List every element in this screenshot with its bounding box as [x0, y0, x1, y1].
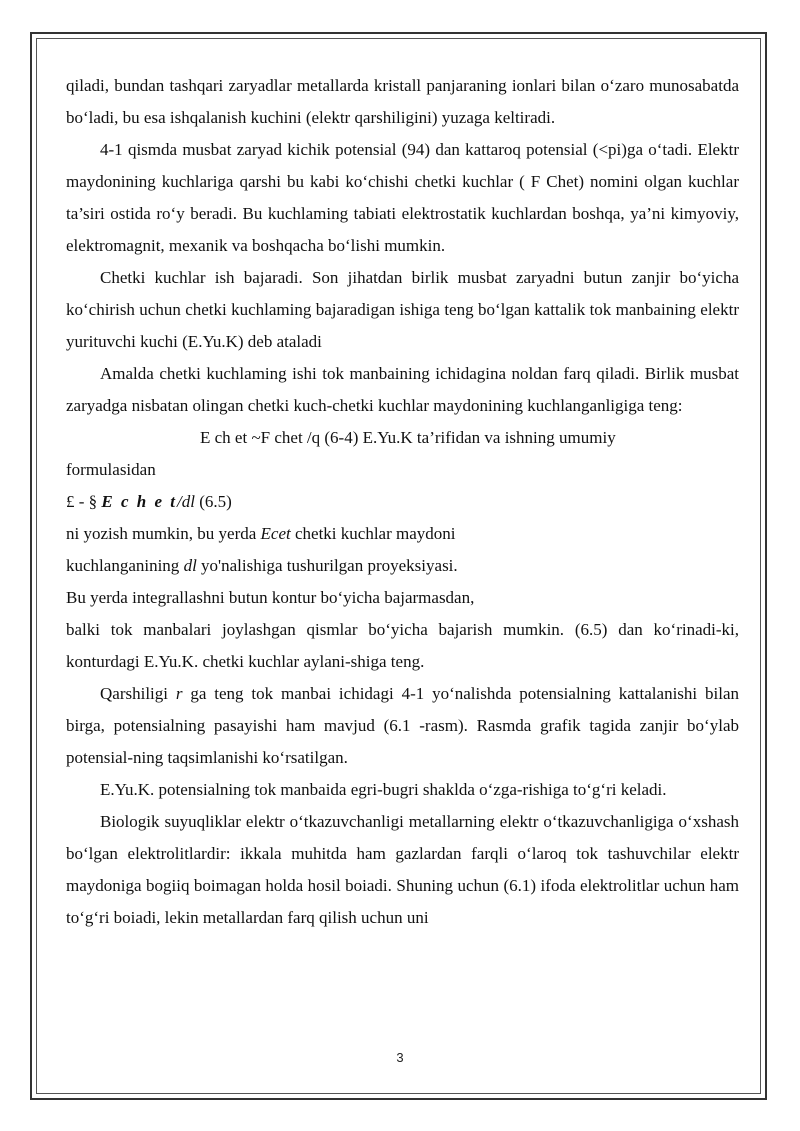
- formula-6-5-number: (6.5): [194, 492, 232, 511]
- paragraph-1: qiladi, bundan tashqari zaryadlar metallarda kristall panjaraning ionlari bilan o‘zaro munosabatda bo‘ladi, bu esa ishqalanish kuchini (elektr qarshiligini) yuzaga keltiradi.: [66, 76, 739, 127]
- formula-6-5-echet: E c h e t: [101, 492, 178, 511]
- paragraph-13: E.Yu.K. potensialning tok manbaida egri-bugri shaklda o‘zga-rishiga to‘g‘ri keladi.: [100, 780, 667, 799]
- paragraph-8-text: ni yozish mumkin, bu yerda: [66, 524, 261, 543]
- formula-line-6-4: E ch et ~F chet /q (6-4) E.Yu.K ta’rifidan va ishning umumiy: [200, 428, 616, 447]
- paragraph-8: [66, 518, 739, 550]
- paragraph-14: Biologik suyuqliklar elektr o‘tkazuvchanligi metallarning elektr o‘tkazuvchanligiga o‘xshash bo‘lgan elektrolitlardir: ikkala muhitda ham gazlardan farqli o‘laroq tok tashuvchilar elektr maydoniga bogiiq boimagan holda hosil boiadi. Shuning uchun (6.1) ifoda elektrolitlar uchun ham to‘g‘ri boiadi, lekin metallardan farq qilish uchun uni: [66, 812, 739, 927]
- paragraph-10: Bu yerda integrallashni butun kontur bo‘yicha bajarmasdan,: [66, 588, 475, 607]
- paragraph-11: balki tok manbalari joylashgan qismlar bo‘yicha bajarish mumkin. (6.5) dan ko‘rinadi-ki, konturdagi E.Yu.K. chetki kuchlar aylani-shiga teng.: [66, 620, 739, 671]
- paragraph-8-tail: chetki kuchlar maydoni: [290, 524, 456, 543]
- paragraph-12-text: Qarshiligi: [100, 684, 176, 703]
- paragraph-8-ecet: Ecet: [260, 524, 291, 543]
- page-number: 3: [396, 1050, 404, 1065]
- paragraph-formulasidan: formulasidan: [66, 460, 156, 479]
- paragraph-12: [66, 678, 739, 774]
- paragraph-3: Chetki kuchlar ish bajaradi. Son jihatdan birlik musbat zaryadni butun zanjir bo‘yicha ko‘chirish uchun chetki kuchlaming bajaradigan ishiga teng bo‘lgan kattalik tok manbaining elektr yurituvchi kuchi (E.Yu.K) deb ataladi: [66, 268, 739, 351]
- document-body: [66, 70, 739, 934]
- formula-6-5-prefix: £ - §: [66, 492, 102, 511]
- paragraph-9-text: kuchlanganining: [66, 556, 184, 575]
- paragraph-2: 4-1 qismda musbat zaryad kichik potensial (94) dan kattaroq potensial (<pi)ga o‘tadi. Elektr maydonining kuchlariga qarshi bu kabi ko‘chishi chetki kuchlar ( F Chet) nomini olgan kuchlar ta’siri ostida ro‘y beradi. Bu kuchlaming tabiati elektrostatik kuchlardan boshqa, ya’ni kimyoviy, elektromagnit, mexanik va boshqacha bo‘lishi mumkin.: [66, 140, 739, 255]
- paragraph-9-tail: yo'nalishiga tushurilgan proyeksiyasi.: [196, 556, 458, 575]
- paragraph-9: [66, 550, 739, 582]
- formula-6-5: [66, 486, 739, 518]
- paragraph-4: Amalda chetki kuchlaming ishi tok manbaining ichidagina noldan farq qiladi. Birlik musbat zaryadga nisbatan olingan chetki kuch-chetki kuchlar maydonining kuchlanganligiga teng:: [66, 364, 739, 415]
- paragraph-12-r: r: [175, 684, 183, 703]
- paragraph-9-dl: dl: [183, 556, 197, 575]
- formula-6-5-dl: /dl: [177, 492, 195, 511]
- paragraph-12-tail: ga teng tok manbai ichidagi 4-1 yo‘nalishda potensialning kattalanishi bilan birga, potensialning pasayishi ham mavjud (6.1 -rasm). Rasmda grafik tagida zanjir bo‘ylab potensial-ning taqsimlanishi ko‘rsatilgan.: [66, 684, 739, 767]
